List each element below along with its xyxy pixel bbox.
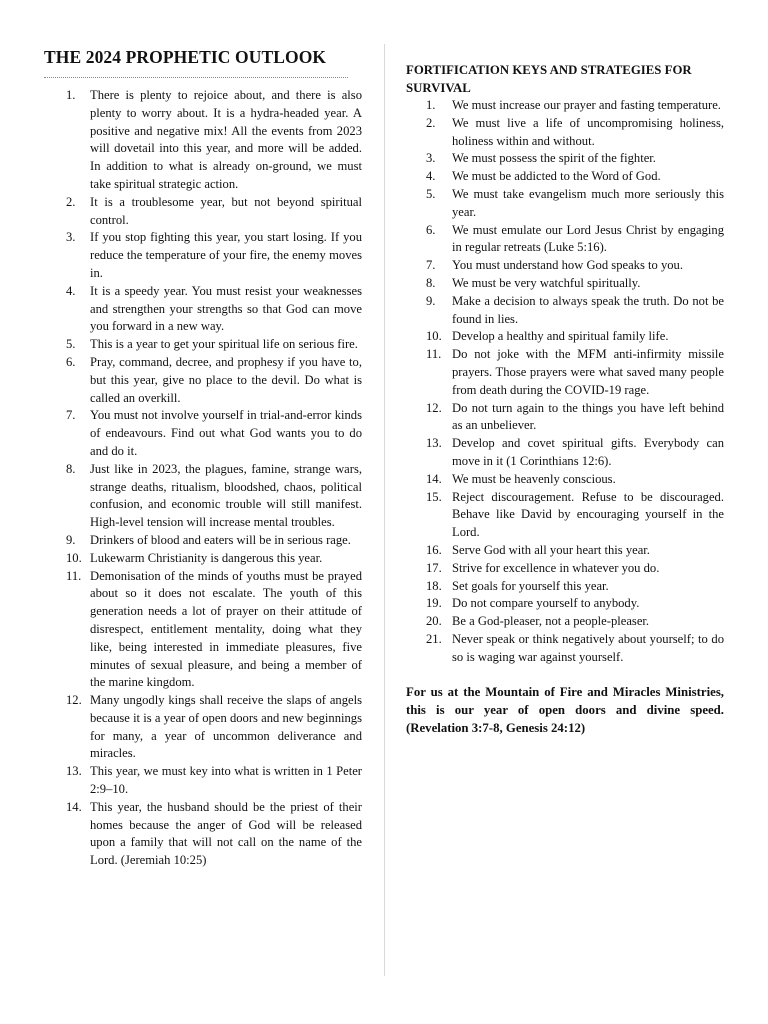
item-text: Many ungodly kings shall receive the slaps of angels because it is a year of open doors and new beginnings for many, a year of uncommon deliverance and miracles. (90, 693, 362, 761)
list-item (406, 613, 724, 631)
list-item (406, 631, 724, 667)
item-text: If you stop fighting this year, you start losing. If you reduce the temperature of your fire, the enemy moves in. (90, 230, 362, 280)
item-text: Lukewarm Christianity is dangerous this year. (90, 550, 323, 565)
item-number: 21. (426, 631, 442, 646)
item-number: 16. (426, 542, 442, 557)
list-item (406, 560, 724, 578)
list-item (44, 461, 362, 532)
item-number: 11. (426, 347, 442, 362)
item-text: We must be very watchful spiritually. (452, 275, 641, 290)
item-number: 14. (426, 471, 442, 486)
item-text: Demonisation of the minds of youths must be prayed about so it does not escalate. The youth of this generation needs a lot of prayer on their attitude of disrespect, entitlement mentality, doing what they like, being interested in immediate pleasures, five minutes of sexual pleasure, and being a member of the marine kingdom. (90, 568, 362, 690)
list-item (44, 283, 362, 336)
item-text: Do not compare yourself to anybody. (452, 596, 640, 611)
list-item (406, 578, 724, 596)
item-text: We must possess the spirit of the fighter. (452, 151, 656, 166)
item-text: We must emulate our Lord Jesus Christ by engaging in regular retreats (Luke 5:16). (452, 222, 724, 255)
list-item (44, 336, 362, 354)
list-item (406, 346, 724, 399)
item-text: It is a speedy year. You must resist your weaknesses and strengthen your strengths so that God can move you forward in a new way. (90, 283, 362, 334)
item-number: 17. (426, 560, 442, 575)
list-item (406, 222, 724, 258)
item-text: Develop a healthy and spiritual family life. (452, 329, 669, 344)
item-number: 8. (426, 275, 436, 290)
item-text: It is a troublesome year, but not beyond spiritual control. (90, 194, 362, 227)
list-item (406, 595, 724, 613)
closing-statement: For us at the Mountain of Fire and Miracles Ministries, this is our year of open doors and divine speed. (Revelation 3:7-8, Genesis 24:12) (406, 684, 724, 735)
item-text: Strive for excellence in whatever you do. (452, 560, 660, 575)
item-text: We must take evangelism much more seriously this year. (452, 186, 724, 219)
item-number: 4. (426, 169, 436, 184)
item-number: 5. (426, 186, 436, 201)
section-heading: FORTIFICATION KEYS AND STRATEGIES FOR SURVIVAL (406, 63, 692, 95)
item-text: Develop and covet spiritual gifts. Everybody can move in it (1 Corinthians 12:6). (452, 436, 724, 468)
item-number: 12. (66, 693, 82, 708)
item-text: We must increase our prayer and fasting temperature. (452, 98, 721, 112)
item-number: 1. (426, 98, 436, 112)
item-text: This is a year to get your spiritual life on serious fire. (90, 337, 358, 352)
item-number: 3. (426, 151, 436, 166)
list-item (406, 293, 724, 329)
right-column (406, 62, 724, 737)
item-number: 14. (66, 799, 82, 814)
item-text: Make a decision to always speak the truth. Do not be found in lies. (452, 293, 724, 326)
item-text: This year, the husband should be the priest of their homes because the anger of God will be released upon a family that will not call on the name of the Lord. (Jeremiah 10:25) (90, 799, 362, 868)
item-number: 7. (426, 258, 436, 273)
left-column (44, 44, 362, 870)
item-number: 12. (426, 400, 442, 415)
list-item (406, 186, 724, 222)
list-item (406, 97, 724, 115)
item-number: 9. (66, 532, 76, 547)
item-text: Set goals for yourself this year. (452, 578, 609, 593)
list-item (406, 257, 724, 275)
item-number: 13. (66, 764, 82, 779)
dotted-divider (44, 72, 348, 78)
item-text: This year, we must key into what is written in 1 Peter 2:9–10. (90, 764, 362, 797)
item-text: Just like in 2023, the plagues, famine, strange wars, strange deaths, ritualism, bloodshed, chaos, political confusion, and economic trouble will still manifest. High-level tension will increase mental troubles. (90, 461, 362, 530)
item-text: Be a God-pleaser, not a people-pleaser. (452, 614, 650, 629)
list-item (406, 115, 724, 151)
item-text: Do not turn again to the things you have left behind as an unbeliever. (452, 400, 724, 433)
list-item (44, 354, 362, 407)
item-number: 2. (426, 115, 436, 130)
item-number: 5. (66, 337, 76, 352)
list-item (406, 328, 724, 346)
item-number: 3. (66, 230, 76, 245)
list-item (44, 407, 362, 460)
item-number: 15. (426, 489, 442, 504)
item-text: Never speak or think negatively about yourself; to do so is waging war against yourself. (452, 631, 724, 664)
fortification-keys-list (406, 97, 724, 667)
item-number: 6. (66, 354, 76, 369)
list-item (44, 568, 362, 693)
column-divider (384, 44, 385, 976)
list-item (406, 435, 724, 471)
list-item (44, 87, 362, 194)
item-number: 13. (426, 436, 442, 451)
list-item (44, 799, 362, 870)
item-number: 9. (426, 293, 436, 308)
item-number: 20. (426, 614, 442, 629)
list-item (406, 400, 724, 436)
list-item (44, 229, 362, 282)
item-number: 2. (66, 194, 76, 209)
item-number: 8. (66, 461, 76, 476)
item-number: 4. (66, 283, 76, 298)
item-number: 18. (426, 578, 442, 593)
list-item (406, 542, 724, 560)
item-text: There is plenty to rejoice about, and there is also plenty to worry about. It is a hydra-headed year. A positive and negative mix! All the events from 2023 will dovetail into this year, and more will be added. In addition to what is already on-ground, we must take spiritual strategic action. (90, 88, 362, 191)
prophetic-outlook-list (44, 87, 362, 870)
item-text: Serve God with all your heart this year. (452, 542, 650, 557)
item-text: We must be heavenly conscious. (452, 471, 616, 486)
item-text: You must not involve yourself in trial-and-error kinds of endeavours. Find out what God wants you to do and do it. (90, 408, 362, 458)
list-item (406, 168, 724, 186)
item-text: Do not joke with the MFM anti-infirmity missile prayers. Those prayers were what saved many people from death during the COVID-19 rage. (452, 347, 724, 397)
list-item (44, 550, 362, 568)
list-item (406, 275, 724, 293)
item-number: 7. (66, 408, 76, 423)
item-text: Reject discouragement. Refuse to be discouraged. Behave like David by encouraging yourself in the Lord. (452, 489, 724, 540)
item-number: 6. (426, 222, 436, 237)
item-text: Drinkers of blood and eaters will be in serious rage. (90, 532, 351, 547)
item-text: We must live a life of uncompromising holiness, holiness within and without. (452, 115, 724, 148)
list-item (44, 532, 362, 550)
item-number: 10. (66, 550, 82, 565)
item-number: 19. (426, 596, 442, 611)
list-item (406, 150, 724, 168)
list-item (406, 489, 724, 542)
item-number: 1. (66, 88, 76, 102)
list-item (406, 471, 724, 489)
item-text: Pray, command, decree, and prophesy if you have to, but this year, give no place to the devil. Do what is called an overkill. (90, 354, 362, 405)
item-text: You must understand how God speaks to you. (452, 258, 684, 273)
list-item (44, 692, 362, 763)
page-title: THE 2024 PROPHETIC OUTLOOK (44, 47, 327, 67)
item-text: We must be addicted to the Word of God. (452, 169, 661, 184)
item-number: 11. (66, 568, 82, 583)
list-item (44, 763, 362, 799)
item-number: 10. (426, 329, 442, 344)
list-item (44, 194, 362, 230)
